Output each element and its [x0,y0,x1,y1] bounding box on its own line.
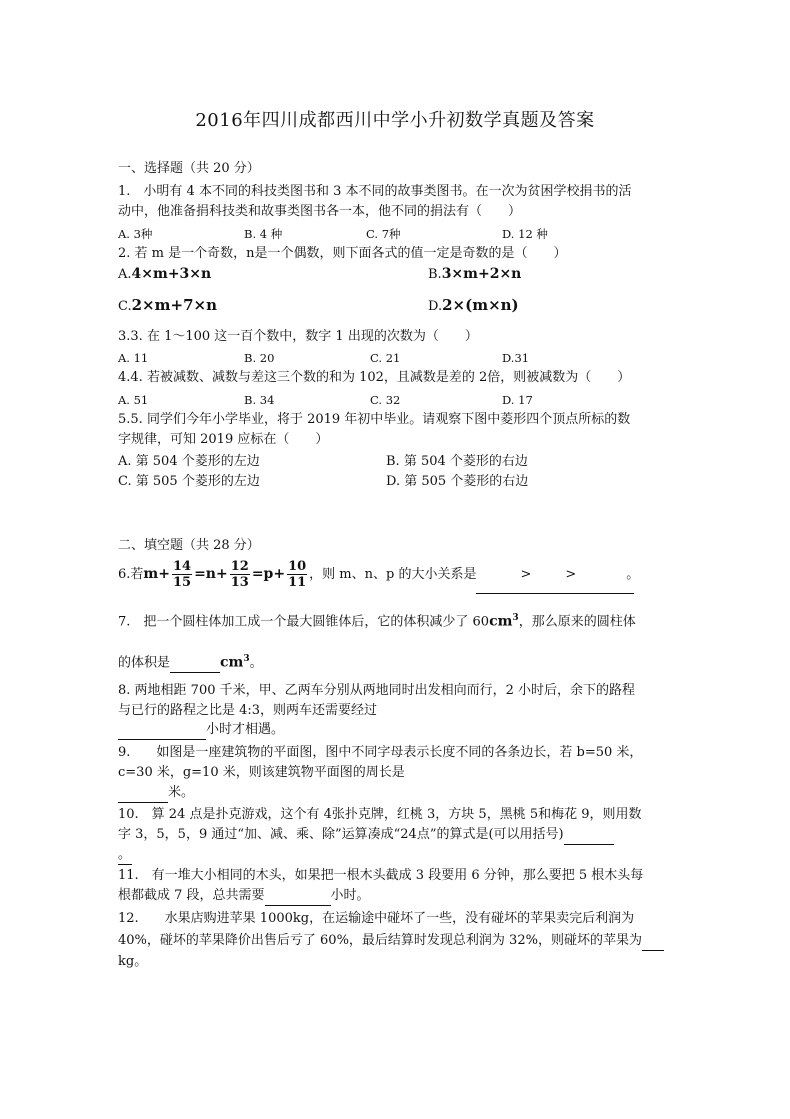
q8-line2: 与已行的路程之比是 4:3，则两车还需要经过 [118,703,378,718]
q6-eq-1: = [194,566,206,582]
q1-line1: 1. 小明有 4 本不同的科技类图书和 3 本不同的故事类图书。在一次为贫困学校捐书的活 [118,184,632,199]
q5-option-b: B. 第 504 个菱形的右边 [386,454,528,469]
q6-plus-1: + [158,566,170,582]
q11-text-2-end: 小时。 [330,888,370,903]
q7-text-2-end: 。 [249,655,263,671]
q6-line [118,556,640,594]
q6-fraction-1-num: 14 [172,559,192,574]
q9-answer-blank [118,784,168,803]
q12-text-2: 40%，碰坏的苹果降价出售后亏了 60%，最后结算时发现总利润为 32%，则碰坏的苹果为 [118,933,642,948]
q11-answer-blank [265,887,331,906]
q6-fraction-1 [172,559,192,590]
q7-unit-2: cm [220,654,244,671]
q10-answer-blank-end [118,846,132,865]
q2-option-a-expr: 4×m+3×n [131,266,212,282]
q1-option-d: D. 12 种 [502,227,548,241]
q1-line2: 动中，他准备捐科技类和故事类图书各一本，他不同的捐法有（ ） [118,204,522,219]
q4-option-a: A. 51 [118,393,149,407]
q7-text-1: 7. 把一个圆柱体加工成一个最大圆锥体后，它的体积减少了 60 [118,614,490,630]
q2-option-a [118,266,211,282]
q3-line1: 3.3. 在 1～100 这一百个数中，数字 1 出现的次数为（ ） [118,329,478,344]
q12-line2 [118,932,664,951]
q9-line2: c=30 米，g=10 米，则该建筑物平面图的周长是 [118,765,405,780]
q10-text-2: 字 3，5，5，9 通过“加、减、乘、除”运算凑成“24点”的算式是(可以用括号) [118,827,564,842]
q3-option-b: B. 20 [244,351,275,365]
q4-option-b: B. 34 [244,393,275,407]
q6-gt-2: > [565,567,577,582]
q9-line3 [118,784,194,803]
q6-eq-2: = [251,566,264,582]
q6-answer-blank [476,557,640,594]
page-title: 2016年四川成都西川中学小升初数学真题及答案 [195,110,595,131]
q2-option-b-expr: 3×m+2×n [441,266,522,282]
q6-gt-1: > [520,567,532,582]
q8-line3 [118,721,284,740]
q8-answer-blank [118,721,206,740]
q6-prefix: 6.若 [118,567,144,582]
q10-line3 [118,846,132,865]
q1-option-b: B. 4 种 [244,227,283,241]
q2-option-c-expr: 2×m+7×n [131,296,217,314]
q2-option-c-letter: C. [118,299,132,314]
q8-text-3: 小时才相遇。 [206,722,285,737]
q10-line2 [118,826,614,845]
q12-line3: kg。 [118,954,148,969]
q6-end: 。 [626,567,640,582]
q11-text-2: 根都截成 7 段，总共需要 [118,888,265,903]
q6-suffix: ，则 m、n、p 的大小关系是 [309,567,477,582]
q2-option-d-letter: D. [428,299,443,314]
q10-answer-blank [564,826,614,845]
q4-line1: 4.4. 若被减数、减数与差这三个数的和为 102，且减数是差的 2倍，则被减数为（ ） [118,370,631,385]
q6-fraction-3 [287,559,307,590]
q4-option-d: D. 17 [502,393,533,407]
q1-option-a: A. 3种 [118,227,153,241]
q9-line1: 9. 如图是一座建筑物的平面图，图中不同字母表示长度不同的各条边长，若 b=50 米， [118,745,643,760]
q12-line1: 12. 水果店购进苹果 1000kg，在运输途中碰坏了一些，没有碰坏的苹果卖完后利润为 [118,911,635,926]
q12-answer-blank [642,932,664,951]
q5-option-c: C. 第 505 个菱形的左边 [118,474,260,489]
q7-cube-2: 3 [243,654,250,664]
q7-cube: 3 [512,613,519,623]
section2-heading: 二、填空题（共 28 分） [118,538,260,553]
q3-option-a: A. 11 [118,351,149,365]
q5-line1: 5.5. 同学们今年小学毕业，将于 2019 年初中毕业。请观察下图中菱形四个顶点所标的数 [118,412,631,427]
q6-fraction-3-den: 11 [288,575,307,590]
q7-text-1-end: ，那么原来的圆柱体 [518,614,636,630]
q2-option-d [428,296,519,314]
q6-var-n: n [205,566,216,582]
q2-option-d-expr: 2×(m×n) [442,296,519,314]
section1-heading: 一、选择题（共 20 分） [118,161,260,176]
q6-fraction-3-num: 10 [288,559,307,574]
q11-line1: 11. 有一堆大小相同的木头，如果把一根木头截成 3 段要用 6 分钟，那么要把 5 根木头每 [118,868,644,883]
q6-fraction-2 [230,559,250,590]
q2-option-b [428,266,521,282]
q10-line1: 10. 算 24 点是扑克游戏，这个有 4张扑克牌，红桃 3，方块 5，黑桃 5和梅花 9，则用数 [118,807,642,822]
q7-line2 [118,650,263,673]
q7-unit: cm [489,613,513,630]
q1-option-c: C. 7种 [366,227,401,241]
q7-line1 [118,609,636,631]
q11-line2 [118,887,370,906]
q2-option-a-letter: A. [118,267,132,282]
q3-option-d: D.31 [502,351,530,365]
q5-option-a: A. 第 504 个菱形的左边 [118,454,260,469]
q6-fraction-2-num: 12 [230,559,249,574]
q2-option-c [118,296,217,314]
q7-answer-blank [170,654,220,673]
q6-var-p: p [263,566,274,582]
q6-fraction-2-den: 13 [230,575,249,590]
q6-plus-3: + [273,566,286,582]
q6-fraction-1-den: 15 [172,575,192,590]
q9-text-3: 米。 [168,785,195,800]
q3-option-c: C. 21 [370,351,401,365]
q6-plus-2: + [215,566,228,582]
q5-line2: 字规律，可知 2019 应标在（ ） [118,432,329,447]
q4-option-c: C. 32 [370,393,401,407]
q2-option-b-letter: B. [428,267,442,282]
q5-option-d: D. 第 505 个菱形的右边 [386,474,529,489]
q7-text-2: 的体积是 [118,655,171,671]
q6-var-m: m [143,566,159,582]
q2-line1: 2. 若 m 是一个奇数，n是一个偶数，则下面各式的值一定是奇数的是（ ） [118,246,567,261]
q8-line1: 8. 两地相距 700 千米，甲、乙两车分别从两地同时出发相向而行，2 小时后，余下的路程 [118,683,636,698]
q10-text-3: 。 [118,847,132,862]
